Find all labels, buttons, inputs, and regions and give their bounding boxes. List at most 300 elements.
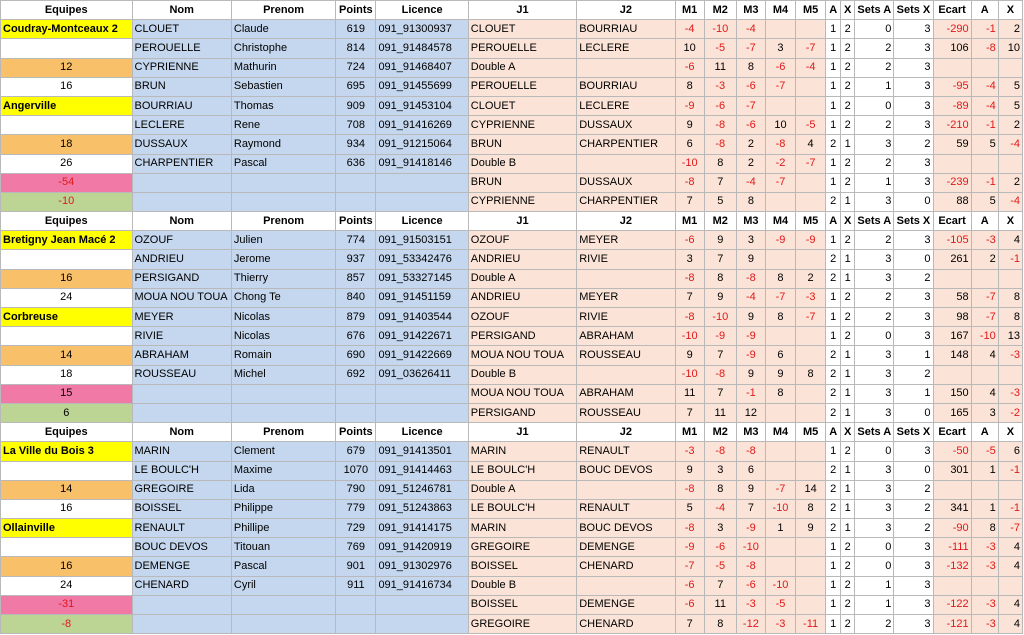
set-m1-cell[interactable]: 10 <box>675 39 704 58</box>
ecart-cell[interactable]: 88 <box>933 192 971 211</box>
player-licence-cell[interactable]: 091_91416734 <box>376 576 468 595</box>
header-ecart[interactable]: Ecart <box>933 212 971 231</box>
set-m3-cell[interactable]: -6 <box>736 116 765 135</box>
set-m2-cell[interactable]: 9 <box>704 288 736 307</box>
result-x-cell[interactable]: 1 <box>841 519 855 538</box>
sets-x-cell[interactable]: 3 <box>894 557 933 576</box>
set-m2-cell[interactable]: -5 <box>704 557 736 576</box>
result-a-cell[interactable]: 1 <box>826 576 841 595</box>
header-ecart[interactable]: Ecart <box>933 423 971 442</box>
set-m1-cell[interactable]: -10 <box>675 154 704 173</box>
points-x-cell[interactable]: 8 <box>998 288 1022 307</box>
player-nom-cell[interactable]: MOUA NOU TOUA <box>132 288 231 307</box>
match-j1-cell[interactable]: Double B <box>468 154 576 173</box>
player-licence-cell[interactable]: 091_53342476 <box>376 250 468 269</box>
set-m4-cell[interactable]: -7 <box>765 480 795 499</box>
set-m5-cell[interactable]: -9 <box>796 231 826 250</box>
set-m4-cell[interactable] <box>765 327 795 346</box>
points-x-cell[interactable]: -1 <box>998 461 1022 480</box>
set-m5-cell[interactable]: 2 <box>796 269 826 288</box>
result-a-cell[interactable]: 1 <box>826 96 841 115</box>
match-j2-cell[interactable] <box>577 365 675 384</box>
set-m5-cell[interactable]: 8 <box>796 499 826 518</box>
player-prenom-cell[interactable]: Maxime <box>231 461 335 480</box>
sets-x-cell[interactable]: 3 <box>894 327 933 346</box>
match-j2-cell[interactable]: BOUC DEVOS <box>577 461 675 480</box>
player-nom-cell[interactable]: BRUN <box>132 77 231 96</box>
result-x-cell[interactable]: 2 <box>841 116 855 135</box>
set-m1-cell[interactable]: -8 <box>675 480 704 499</box>
header-equipes[interactable]: Equipes <box>1 1 133 20</box>
match-j1-cell[interactable]: MARIN <box>468 442 576 461</box>
result-x-cell[interactable]: 2 <box>841 327 855 346</box>
sets-a-cell[interactable]: 3 <box>855 384 894 403</box>
result-x-cell[interactable]: 1 <box>841 192 855 211</box>
set-m3-cell[interactable]: -10 <box>736 538 765 557</box>
match-j2-cell[interactable] <box>577 269 675 288</box>
set-m2-cell[interactable]: 7 <box>704 576 736 595</box>
match-j1-cell[interactable]: PERSIGAND <box>468 403 576 422</box>
set-m5-cell[interactable] <box>796 461 826 480</box>
player-licence-cell[interactable]: 091_91422669 <box>376 346 468 365</box>
match-j2-cell[interactable]: CHARPENTIER <box>577 192 675 211</box>
set-m4-cell[interactable]: -6 <box>765 58 795 77</box>
header-m3[interactable]: M3 <box>736 1 765 20</box>
match-j1-cell[interactable]: PEROUELLE <box>468 77 576 96</box>
result-x-cell[interactable]: 2 <box>841 538 855 557</box>
set-m3-cell[interactable]: -4 <box>736 173 765 192</box>
points-x-cell[interactable]: 6 <box>998 442 1022 461</box>
sets-a-cell[interactable]: 0 <box>855 557 894 576</box>
points-x-cell[interactable] <box>998 480 1022 499</box>
header-m1[interactable]: M1 <box>675 1 704 20</box>
player-nom-cell[interactable]: ABRAHAM <box>132 346 231 365</box>
set-m2-cell[interactable]: -10 <box>704 20 736 39</box>
header-licence[interactable]: Licence <box>376 212 468 231</box>
match-j1-cell[interactable]: BOISSEL <box>468 557 576 576</box>
set-m4-cell[interactable] <box>765 461 795 480</box>
sets-a-cell[interactable]: 1 <box>855 77 894 96</box>
sets-x-cell[interactable]: 2 <box>894 269 933 288</box>
player-licence-cell[interactable] <box>376 384 468 403</box>
points-x-cell[interactable] <box>998 365 1022 384</box>
sets-a-cell[interactable]: 3 <box>855 346 894 365</box>
sets-x-cell[interactable]: 3 <box>894 615 933 634</box>
player-points-cell[interactable]: 692 <box>336 365 376 384</box>
set-m4-cell[interactable] <box>765 96 795 115</box>
set-m4-cell[interactable]: -2 <box>765 154 795 173</box>
match-j1-cell[interactable]: PEROUELLE <box>468 39 576 58</box>
match-j1-cell[interactable]: CLOUET <box>468 20 576 39</box>
points-x-cell[interactable]: -7 <box>998 519 1022 538</box>
result-x-cell[interactable]: 1 <box>841 135 855 154</box>
points-a-cell[interactable]: 8 <box>971 519 998 538</box>
header-sets-a[interactable]: Sets A <box>855 423 894 442</box>
player-prenom-cell[interactable]: Nicolas <box>231 327 335 346</box>
result-a-cell[interactable]: 2 <box>826 135 841 154</box>
set-m1-cell[interactable]: 3 <box>675 250 704 269</box>
set-m3-cell[interactable]: -1 <box>736 384 765 403</box>
set-m2-cell[interactable]: -10 <box>704 308 736 327</box>
set-m5-cell[interactable]: -3 <box>796 288 826 307</box>
set-m2-cell[interactable]: 8 <box>704 269 736 288</box>
player-nom-cell[interactable]: LE BOULC'H <box>132 461 231 480</box>
set-m1-cell[interactable]: -8 <box>675 519 704 538</box>
player-prenom-cell[interactable]: Nicolas <box>231 308 335 327</box>
match-j1-cell[interactable]: Double A <box>468 480 576 499</box>
ecart-cell[interactable]: -122 <box>933 595 971 614</box>
points-a-cell[interactable]: -1 <box>971 20 998 39</box>
set-m3-cell[interactable]: -9 <box>736 327 765 346</box>
set-m5-cell[interactable] <box>796 192 826 211</box>
player-licence-cell[interactable] <box>376 403 468 422</box>
result-a-cell[interactable]: 2 <box>826 346 841 365</box>
sets-x-cell[interactable]: 2 <box>894 365 933 384</box>
sets-x-cell[interactable]: 3 <box>894 442 933 461</box>
match-j2-cell[interactable]: RIVIE <box>577 250 675 269</box>
header-prenom[interactable]: Prenom <box>231 212 335 231</box>
header-points[interactable]: Points <box>336 423 376 442</box>
ecart-cell[interactable] <box>933 269 971 288</box>
player-nom-cell[interactable]: OZOUF <box>132 231 231 250</box>
set-m2-cell[interactable]: 7 <box>704 384 736 403</box>
player-prenom-cell[interactable]: Michel <box>231 365 335 384</box>
header-j2[interactable]: J2 <box>577 212 675 231</box>
result-a-cell[interactable]: 2 <box>826 480 841 499</box>
set-m1-cell[interactable]: -6 <box>675 58 704 77</box>
match-j2-cell[interactable]: CHARPENTIER <box>577 135 675 154</box>
set-m5-cell[interactable] <box>796 250 826 269</box>
match-j1-cell[interactable]: CYPRIENNE <box>468 116 576 135</box>
points-a-cell[interactable]: 3 <box>971 403 998 422</box>
ecart-cell[interactable]: 301 <box>933 461 971 480</box>
set-m3-cell[interactable]: -9 <box>736 519 765 538</box>
player-points-cell[interactable]: 857 <box>336 269 376 288</box>
set-m2-cell[interactable]: 8 <box>704 480 736 499</box>
team-cell[interactable]: 16 <box>1 269 133 288</box>
set-m2-cell[interactable]: 11 <box>704 403 736 422</box>
sets-x-cell[interactable]: 3 <box>894 173 933 192</box>
player-nom-cell[interactable] <box>132 192 231 211</box>
sets-a-cell[interactable]: 0 <box>855 538 894 557</box>
match-j2-cell[interactable]: BOUC DEVOS <box>577 519 675 538</box>
set-m4-cell[interactable] <box>765 192 795 211</box>
sets-x-cell[interactable]: 3 <box>894 576 933 595</box>
points-x-cell[interactable]: 8 <box>998 308 1022 327</box>
sets-a-cell[interactable]: 3 <box>855 250 894 269</box>
result-x-cell[interactable]: 2 <box>841 288 855 307</box>
match-j2-cell[interactable]: BOURRIAU <box>577 77 675 96</box>
player-licence-cell[interactable] <box>376 595 468 614</box>
result-a-cell[interactable]: 1 <box>826 308 841 327</box>
set-m1-cell[interactable]: 11 <box>675 384 704 403</box>
match-j1-cell[interactable]: Double A <box>468 269 576 288</box>
team-cell[interactable]: 12 <box>1 58 133 77</box>
match-j2-cell[interactable] <box>577 154 675 173</box>
match-j2-cell[interactable]: CHENARD <box>577 557 675 576</box>
sets-x-cell[interactable]: 1 <box>894 346 933 365</box>
header-ecart[interactable]: Ecart <box>933 1 971 20</box>
sets-a-cell[interactable]: 3 <box>855 499 894 518</box>
match-j2-cell[interactable]: MEYER <box>577 288 675 307</box>
player-licence-cell[interactable]: 091_91413501 <box>376 442 468 461</box>
set-m4-cell[interactable]: -8 <box>765 135 795 154</box>
player-points-cell[interactable]: 729 <box>336 519 376 538</box>
points-a-cell[interactable]: -1 <box>971 173 998 192</box>
header-result-x[interactable]: X <box>998 212 1022 231</box>
ecart-cell[interactable]: -105 <box>933 231 971 250</box>
points-x-cell[interactable] <box>998 58 1022 77</box>
player-prenom-cell[interactable]: Christophe <box>231 39 335 58</box>
result-a-cell[interactable]: 2 <box>826 250 841 269</box>
set-m3-cell[interactable]: -4 <box>736 288 765 307</box>
sets-a-cell[interactable]: 0 <box>855 96 894 115</box>
set-m1-cell[interactable]: -9 <box>675 96 704 115</box>
player-licence-cell[interactable]: 091_91418146 <box>376 154 468 173</box>
player-licence-cell[interactable]: 091_91414175 <box>376 519 468 538</box>
player-prenom-cell[interactable]: Jerome <box>231 250 335 269</box>
result-a-cell[interactable]: 1 <box>826 173 841 192</box>
set-m2-cell[interactable]: 8 <box>704 154 736 173</box>
match-j1-cell[interactable]: MOUA NOU TOUA <box>468 384 576 403</box>
set-m3-cell[interactable]: 9 <box>736 365 765 384</box>
player-prenom-cell[interactable]: Thomas <box>231 96 335 115</box>
sets-x-cell[interactable]: 1 <box>894 384 933 403</box>
set-m1-cell[interactable]: 6 <box>675 135 704 154</box>
player-licence-cell[interactable]: 091_91302976 <box>376 557 468 576</box>
set-m3-cell[interactable]: 8 <box>736 192 765 211</box>
set-m2-cell[interactable]: 3 <box>704 461 736 480</box>
player-points-cell[interactable]: 909 <box>336 96 376 115</box>
set-m5-cell[interactable] <box>796 538 826 557</box>
header-result-a[interactable]: A <box>971 1 998 20</box>
points-a-cell[interactable]: -3 <box>971 538 998 557</box>
player-licence-cell[interactable]: 091_91468407 <box>376 58 468 77</box>
player-nom-cell[interactable]: CYPRIENNE <box>132 58 231 77</box>
ecart-cell[interactable] <box>933 480 971 499</box>
set-m4-cell[interactable]: 1 <box>765 519 795 538</box>
team-cell[interactable]: 6 <box>1 403 133 422</box>
result-x-cell[interactable]: 1 <box>841 461 855 480</box>
set-m3-cell[interactable]: -6 <box>736 77 765 96</box>
ecart-cell[interactable]: -95 <box>933 77 971 96</box>
match-j2-cell[interactable]: BOURRIAU <box>577 20 675 39</box>
points-x-cell[interactable]: -3 <box>998 384 1022 403</box>
result-x-cell[interactable]: 2 <box>841 20 855 39</box>
sets-x-cell[interactable]: 3 <box>894 538 933 557</box>
player-points-cell[interactable] <box>336 192 376 211</box>
player-prenom-cell[interactable]: Chong Te <box>231 288 335 307</box>
header-m2[interactable]: M2 <box>704 423 736 442</box>
sets-a-cell[interactable]: 3 <box>855 519 894 538</box>
player-points-cell[interactable]: 708 <box>336 116 376 135</box>
sets-x-cell[interactable]: 0 <box>894 250 933 269</box>
match-j2-cell[interactable]: CHENARD <box>577 615 675 634</box>
header-points[interactable]: Points <box>336 1 376 20</box>
player-licence-cell[interactable]: 091_03626411 <box>376 365 468 384</box>
set-m3-cell[interactable]: -8 <box>736 442 765 461</box>
player-nom-cell[interactable]: ROUSSEAU <box>132 365 231 384</box>
player-prenom-cell[interactable]: Raymond <box>231 135 335 154</box>
set-m1-cell[interactable]: -8 <box>675 173 704 192</box>
set-m4-cell[interactable]: 10 <box>765 116 795 135</box>
points-a-cell[interactable]: -3 <box>971 595 998 614</box>
player-prenom-cell[interactable]: Romain <box>231 346 335 365</box>
player-prenom-cell[interactable]: Lida <box>231 480 335 499</box>
set-m4-cell[interactable]: -7 <box>765 77 795 96</box>
match-j2-cell[interactable] <box>577 576 675 595</box>
result-a-cell[interactable]: 1 <box>826 595 841 614</box>
points-a-cell[interactable] <box>971 269 998 288</box>
sets-a-cell[interactable]: 1 <box>855 595 894 614</box>
points-a-cell[interactable]: -10 <box>971 327 998 346</box>
player-prenom-cell[interactable] <box>231 403 335 422</box>
set-m3-cell[interactable]: -6 <box>736 576 765 595</box>
team-cell[interactable]: 15 <box>1 384 133 403</box>
match-j2-cell[interactable]: LECLERE <box>577 96 675 115</box>
set-m4-cell[interactable]: 9 <box>765 365 795 384</box>
set-m1-cell[interactable]: -7 <box>675 557 704 576</box>
set-m5-cell[interactable]: 8 <box>796 365 826 384</box>
player-licence-cell[interactable]: 091_91403544 <box>376 308 468 327</box>
result-x-cell[interactable]: 1 <box>841 346 855 365</box>
points-x-cell[interactable]: 4 <box>998 538 1022 557</box>
set-m3-cell[interactable]: 3 <box>736 231 765 250</box>
result-x-cell[interactable]: 1 <box>841 384 855 403</box>
match-j1-cell[interactable]: Double B <box>468 576 576 595</box>
sets-x-cell[interactable]: 0 <box>894 192 933 211</box>
result-x-cell[interactable]: 2 <box>841 308 855 327</box>
points-x-cell[interactable]: -2 <box>998 403 1022 422</box>
header-equipes[interactable]: Equipes <box>1 423 133 442</box>
set-m1-cell[interactable]: -10 <box>675 327 704 346</box>
points-a-cell[interactable]: -4 <box>971 77 998 96</box>
player-points-cell[interactable]: 724 <box>336 58 376 77</box>
set-m2-cell[interactable]: -8 <box>704 135 736 154</box>
header-j2[interactable]: J2 <box>577 1 675 20</box>
sets-x-cell[interactable]: 3 <box>894 154 933 173</box>
match-j1-cell[interactable]: ANDRIEU <box>468 288 576 307</box>
match-j1-cell[interactable]: PERSIGAND <box>468 327 576 346</box>
player-nom-cell[interactable]: DEMENGE <box>132 557 231 576</box>
result-a-cell[interactable]: 1 <box>826 557 841 576</box>
set-m3-cell[interactable]: 7 <box>736 499 765 518</box>
player-points-cell[interactable]: 934 <box>336 135 376 154</box>
set-m5-cell[interactable] <box>796 595 826 614</box>
player-points-cell[interactable]: 1070 <box>336 461 376 480</box>
set-m1-cell[interactable]: 8 <box>675 77 704 96</box>
team-cell[interactable]: 18 <box>1 365 133 384</box>
points-a-cell[interactable]: 4 <box>971 346 998 365</box>
header-nom[interactable]: Nom <box>132 212 231 231</box>
result-x-cell[interactable]: 2 <box>841 58 855 77</box>
set-m1-cell[interactable]: -9 <box>675 538 704 557</box>
set-m1-cell[interactable]: 9 <box>675 346 704 365</box>
set-m1-cell[interactable]: -6 <box>675 231 704 250</box>
header-sets-a[interactable]: Sets A <box>855 1 894 20</box>
player-points-cell[interactable] <box>336 384 376 403</box>
set-m3-cell[interactable]: -4 <box>736 20 765 39</box>
player-nom-cell[interactable]: BOISSEL <box>132 499 231 518</box>
set-m5-cell[interactable]: 9 <box>796 519 826 538</box>
ecart-cell[interactable]: -239 <box>933 173 971 192</box>
match-j1-cell[interactable]: CLOUET <box>468 96 576 115</box>
set-m5-cell[interactable] <box>796 327 826 346</box>
points-a-cell[interactable]: -1 <box>971 116 998 135</box>
match-j2-cell[interactable]: DUSSAUX <box>577 116 675 135</box>
set-m5-cell[interactable] <box>796 557 826 576</box>
points-x-cell[interactable]: -1 <box>998 499 1022 518</box>
set-m4-cell[interactable]: -5 <box>765 595 795 614</box>
player-points-cell[interactable]: 937 <box>336 250 376 269</box>
sets-x-cell[interactable]: 3 <box>894 96 933 115</box>
set-m2-cell[interactable]: -6 <box>704 96 736 115</box>
result-x-cell[interactable]: 1 <box>841 365 855 384</box>
sets-x-cell[interactable]: 2 <box>894 519 933 538</box>
result-x-cell[interactable]: 1 <box>841 269 855 288</box>
points-a-cell[interactable]: -7 <box>971 308 998 327</box>
player-prenom-cell[interactable]: Rene <box>231 116 335 135</box>
set-m2-cell[interactable]: -9 <box>704 327 736 346</box>
player-prenom-cell[interactable] <box>231 615 335 634</box>
header-m3[interactable]: M3 <box>736 212 765 231</box>
sets-a-cell[interactable]: 2 <box>855 116 894 135</box>
set-m5-cell[interactable] <box>796 576 826 595</box>
set-m1-cell[interactable]: 9 <box>675 116 704 135</box>
set-m3-cell[interactable]: 6 <box>736 461 765 480</box>
sets-x-cell[interactable]: 3 <box>894 116 933 135</box>
header-result-x[interactable]: X <box>998 1 1022 20</box>
set-m3-cell[interactable]: 2 <box>736 154 765 173</box>
sets-x-cell[interactable]: 2 <box>894 135 933 154</box>
set-m5-cell[interactable] <box>796 173 826 192</box>
points-x-cell[interactable]: 10 <box>998 39 1022 58</box>
match-j2-cell[interactable]: ABRAHAM <box>577 384 675 403</box>
team-cell[interactable] <box>1 461 133 480</box>
set-m2-cell[interactable]: 11 <box>704 595 736 614</box>
set-m3-cell[interactable]: 8 <box>736 58 765 77</box>
points-a-cell[interactable]: -3 <box>971 615 998 634</box>
points-a-cell[interactable] <box>971 480 998 499</box>
match-j2-cell[interactable]: RENAULT <box>577 442 675 461</box>
player-prenom-cell[interactable]: Titouan <box>231 538 335 557</box>
player-licence-cell[interactable] <box>376 615 468 634</box>
result-a-cell[interactable]: 1 <box>826 442 841 461</box>
set-m2-cell[interactable]: -3 <box>704 77 736 96</box>
points-x-cell[interactable] <box>998 154 1022 173</box>
match-j2-cell[interactable]: ROUSSEAU <box>577 403 675 422</box>
match-j2-cell[interactable]: ABRAHAM <box>577 327 675 346</box>
team-cell[interactable]: 14 <box>1 480 133 499</box>
team-cell[interactable]: -8 <box>1 615 133 634</box>
set-m1-cell[interactable]: 7 <box>675 192 704 211</box>
team-cell[interactable] <box>1 538 133 557</box>
set-m2-cell[interactable]: 9 <box>704 231 736 250</box>
match-j2-cell[interactable]: ROUSSEAU <box>577 346 675 365</box>
points-x-cell[interactable]: 13 <box>998 327 1022 346</box>
ecart-cell[interactable]: -210 <box>933 116 971 135</box>
match-j1-cell[interactable]: BRUN <box>468 135 576 154</box>
set-m4-cell[interactable] <box>765 250 795 269</box>
match-j2-cell[interactable]: RENAULT <box>577 499 675 518</box>
set-m4-cell[interactable]: -10 <box>765 499 795 518</box>
match-j2-cell[interactable] <box>577 58 675 77</box>
set-m1-cell[interactable]: -10 <box>675 365 704 384</box>
set-m1-cell[interactable]: -3 <box>675 442 704 461</box>
set-m5-cell[interactable] <box>796 442 826 461</box>
player-nom-cell[interactable]: RIVIE <box>132 327 231 346</box>
sets-x-cell[interactable]: 3 <box>894 20 933 39</box>
